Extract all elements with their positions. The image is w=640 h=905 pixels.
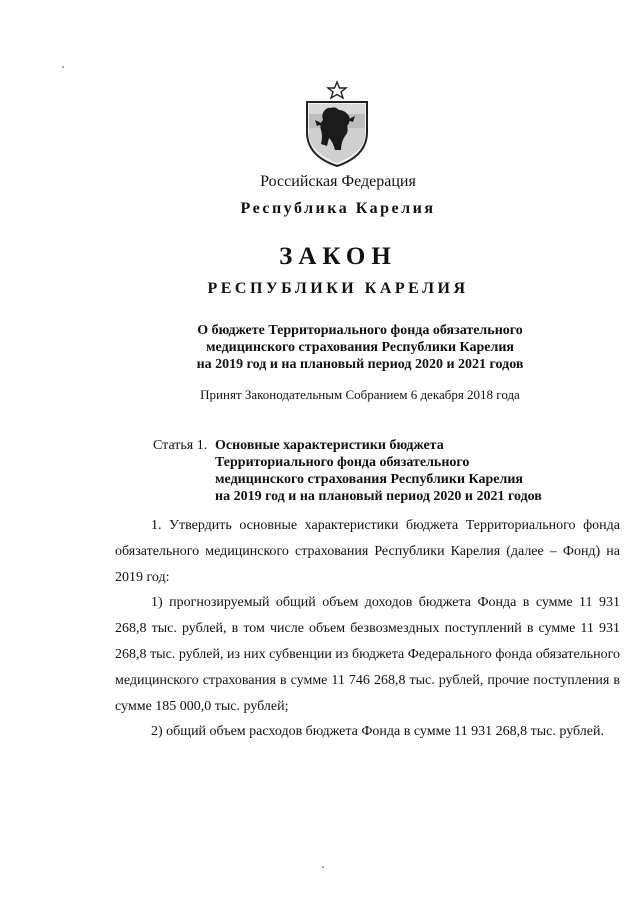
document-issuer: РЕСПУБЛИКИ КАРЕЛИЯ (207, 280, 469, 297)
paragraph: 1. Утвердить основные характеристики бюджета Территориального фонда обязательного медицинского страхования Республики Карелия (далее – Фонд) на 2019 год: (115, 518, 620, 585)
paragraph: 2) общий объем расходов бюджета Фонда в сумме 11 931 268,8 тыс. рублей. (151, 724, 604, 740)
article-label: Статья 1. (153, 438, 208, 453)
law-title-line: на 2019 год и на плановый период 2020 и 2021 годов (196, 357, 524, 372)
republic-name: Республика Карелия (240, 200, 436, 217)
paragraph: 1) прогнозируемый общий объем доходов бюджета Фонда в сумме 11 931 268,8 тыс. рублей, в том числе объем безвозмездных поступлений в сумме 11 931 268,8 тыс. рублей, из них субвенции из бюджета Федерального фонда обязательного медицинского страхования в сумме 11 746 268,8 тыс. рублей, прочие поступления в сумме 185 000,0 тыс. рублей; (115, 595, 620, 714)
article-heading-line: на 2019 год и на плановый период 2020 и 2021 годов (215, 489, 542, 504)
article-heading (215, 437, 615, 505)
law-title-line: О бюджете Территориального фонда обязательного (197, 323, 523, 338)
article-body (115, 513, 620, 745)
karelia-coat-of-arms-icon (301, 80, 373, 168)
adoption-note: Принят Законодательным Собранием 6 декабря 2018 года (200, 387, 520, 402)
scan-speck (322, 866, 324, 868)
law-title-line: медицинского страхования Республики Карелия (206, 340, 514, 355)
document-type: ЗАКОН (279, 243, 397, 270)
article-heading-line: медицинского страхования Республики Карелия (215, 472, 523, 487)
scan-speck (62, 66, 64, 68)
law-title (0, 322, 640, 373)
article-heading-line: Основные характеристики бюджета (215, 438, 444, 453)
article-heading-line: Территориального фонда обязательного (215, 455, 470, 470)
country-name: Российская Федерация (260, 173, 416, 190)
